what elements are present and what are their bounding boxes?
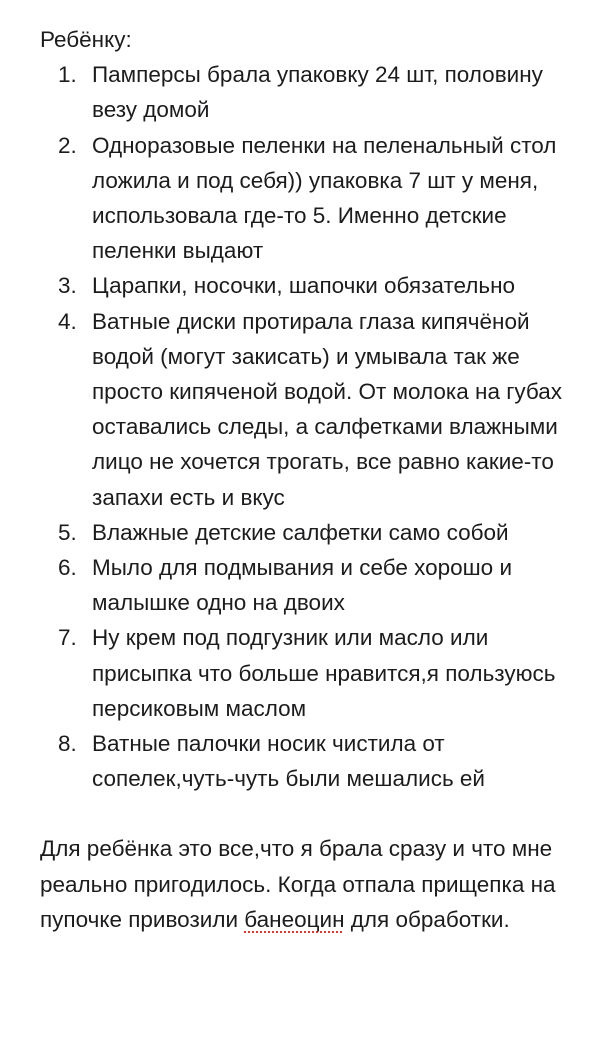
list-item: [40, 726, 600, 796]
list-item-number: 7.: [58, 625, 77, 651]
list-item-text: Ватные диски протирала глаза кипячёной водой (могут закисать) и умывала так же просто кипяченой водой. От молока на губах оставались следы, а салфетками влажными лицо не хочется трогать, все равно какие-то запахи есть и вкус: [92, 308, 563, 510]
list-item-number: 1.: [58, 62, 77, 88]
list-item-number: 8.: [58, 731, 77, 757]
closing-text-start: Для ребёнка это все,что я брала сразу и что мне реально пригодилось. Когда отпала прищепка на пупочке привозили: [40, 836, 556, 932]
list-item: [40, 268, 600, 303]
list-item-text: Мыло для подмывания и себе хорошо и малышке одно на двоих: [92, 555, 513, 616]
list-item-number: 2.: [58, 132, 77, 158]
paragraph-spacer: [40, 796, 600, 831]
closing-text-end: для обработки.: [344, 906, 510, 932]
list-item: [40, 128, 600, 269]
list-item-number: 5.: [58, 519, 77, 545]
list-item: [40, 57, 600, 127]
misspelled-word[interactable]: банеоцин: [244, 906, 345, 932]
list-item-text: Памперсы брала упаковку 24 шт, половину везу домой: [92, 62, 543, 123]
numbered-list: [40, 57, 600, 796]
list-item: [40, 515, 600, 550]
list-item-number: 3.: [58, 273, 77, 299]
closing-paragraph: [40, 831, 600, 937]
list-item-number: 4.: [58, 308, 77, 334]
list-item-text: Царапки, носочки, шапочки обязательно: [92, 273, 516, 299]
list-item-text: Ну крем под подгузник или масло или присыпка что больше нравится,я пользуюсь персиковым маслом: [92, 625, 556, 721]
list-item-text: Одноразовые пеленки на пеленальный стол ложила и под себя)) упаковка 7 шт у меня, использовала где-то 5. Именно детские пеленки выдают: [92, 132, 557, 264]
list-item: [40, 304, 600, 515]
list-item: [40, 550, 600, 620]
list-item: [40, 620, 600, 726]
list-item-text: Ватные палочки носик чистила от сопелек,чуть-чуть были мешались ей: [92, 731, 486, 792]
list-item-number: 6.: [58, 555, 77, 581]
list-item-text: Влажные детские салфетки само собой: [92, 519, 509, 545]
section-heading: Ребёнку:: [40, 27, 132, 52]
